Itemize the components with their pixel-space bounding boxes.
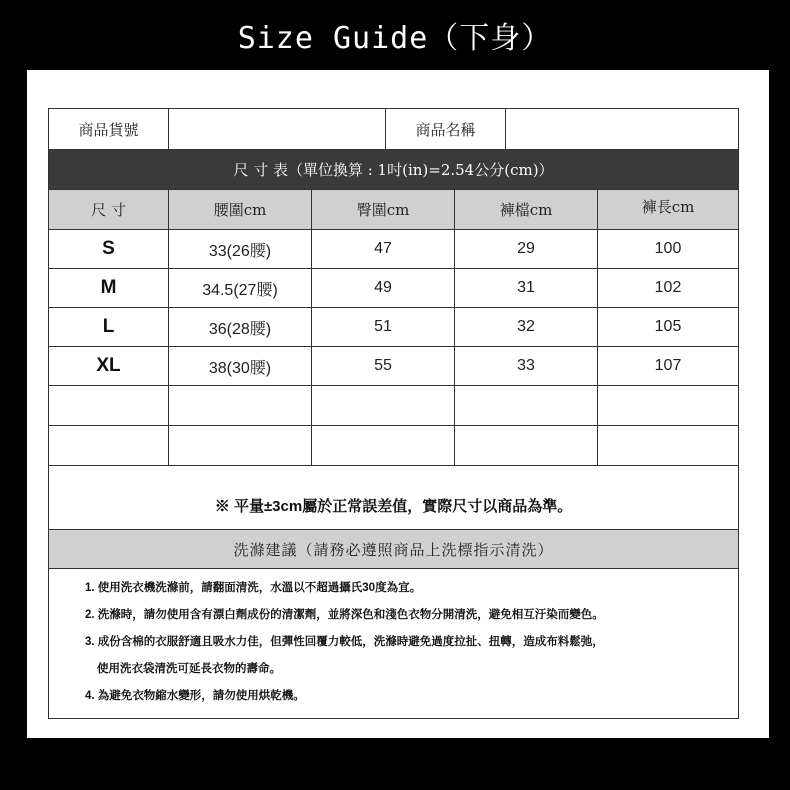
- table-row: [49, 308, 738, 347]
- care-item: 2. 洗滌時，請勿使用含有漂白劑成份的清潔劑，並將深色和淺色衣物分開清洗，避免相互汙染而變色。: [85, 609, 604, 621]
- size-table-title: 尺 寸 表（單位換算 : 1吋(in)=2.54公分(cm)）: [233, 161, 554, 179]
- header-length: 褲長cm: [597, 190, 738, 229]
- care-item: 1. 使用洗衣機洗滌前，請翻面清洗，水溫以不超過攝氏30度為宜。: [85, 582, 422, 594]
- hip-value: 47: [311, 230, 454, 268]
- waist-value: 36(28腰): [168, 308, 311, 346]
- table-row: [49, 230, 738, 269]
- size-label: M: [100, 277, 117, 298]
- item-no-label: 商品貨號: [78, 120, 139, 139]
- hip-value: 55: [311, 347, 454, 385]
- bottom-bar: [0, 738, 790, 790]
- header-hip: 臀圍cm: [311, 190, 454, 229]
- rise-value: 32: [454, 308, 597, 346]
- item-no-value: [168, 109, 385, 149]
- hip-value: 51: [311, 308, 454, 346]
- waist-value: 33(26腰): [168, 230, 311, 268]
- empty-row: [49, 386, 738, 426]
- measurement-note: ※ 平量±3cm屬於正常誤差值，實際尺寸以商品為準。: [214, 498, 573, 515]
- table-row: [49, 347, 738, 386]
- size-table-bar: [49, 150, 738, 190]
- size-label: L: [102, 316, 115, 337]
- header-rise: 褲檔cm: [454, 190, 597, 229]
- care-item: 4. 為避免衣物縮水變形，請勿使用烘乾機。: [85, 690, 305, 702]
- rise-value: 29: [454, 230, 597, 268]
- waist-value: 38(30腰): [168, 347, 311, 385]
- header-waist: 腰圍cm: [168, 190, 311, 229]
- empty-row: [49, 426, 738, 466]
- care-item: 使用洗衣袋清洗可延長衣物的壽命。: [97, 663, 281, 675]
- rise-value: 31: [454, 269, 597, 307]
- hip-value: 49: [311, 269, 454, 307]
- table-row: [49, 269, 738, 308]
- product-info-row: [49, 109, 738, 150]
- care-title: 洗滌建議（請務必遵照商品上洗標指示清洗）: [49, 529, 738, 569]
- item-name-label: 商品名稱: [385, 109, 505, 149]
- length-value: 107: [597, 347, 738, 385]
- size-label: S: [102, 238, 115, 259]
- size-guide-box: [48, 108, 739, 719]
- item-name-value: [505, 109, 738, 149]
- length-value: 102: [597, 269, 738, 307]
- length-value: 100: [597, 230, 738, 268]
- rise-value: 33: [454, 347, 597, 385]
- waist-value: 34.5(27腰): [168, 269, 311, 307]
- page-title: Size Guide（下身）: [237, 21, 553, 56]
- size-table-header: [49, 190, 738, 230]
- header-size: 尺 寸: [91, 201, 126, 219]
- care-list: [85, 579, 725, 714]
- care-item: 3. 成份含棉的衣服舒適且吸水力佳，但彈性回覆力較低，洗滌時避免過度拉扯、扭轉，造成布料鬆弛，: [85, 636, 604, 648]
- length-value: 105: [597, 308, 738, 346]
- size-label: XL: [96, 355, 121, 376]
